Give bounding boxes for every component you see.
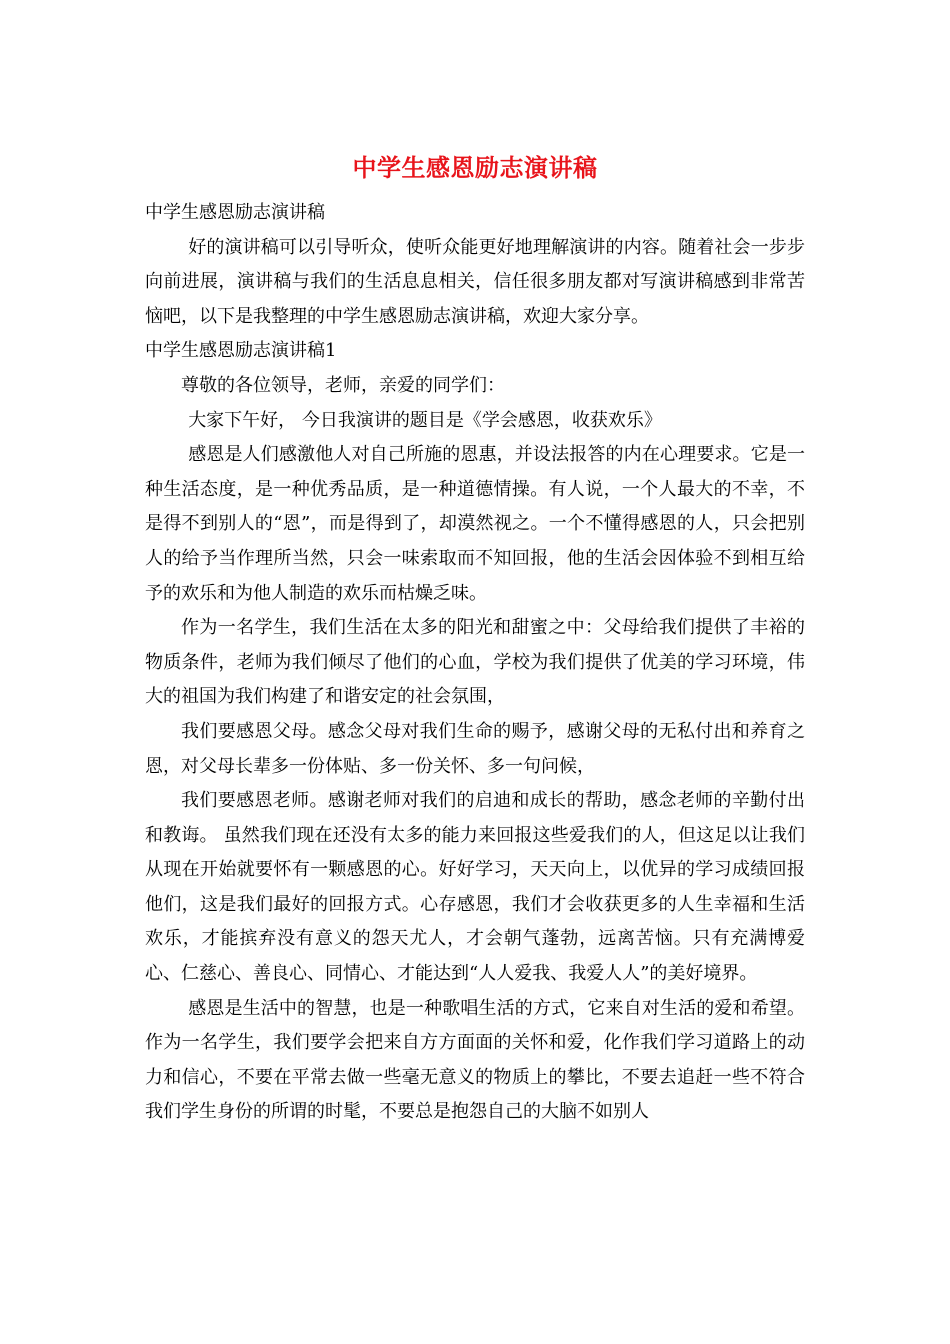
document-title: 中学生感恩励志演讲稿	[352, 153, 598, 182]
body-paragraph: 我们要感恩父母。感念父母对我们生命的赐予，感谢父母的无私付出和养育之恩，对父母长辈多一份体贴、多一份关怀、多一句问候，	[145, 720, 805, 777]
body-paragraph: 作为一名学生，我们生活在太多的阳光和甜蜜之中：父母给我们提供了丰裕的物质条件，老师为我们倾尽了他们的心血，学校为我们提供了优美的学习环境，伟大的祖国为我们构建了和谐安定的社会氛围，	[145, 617, 805, 708]
body-paragraph: 我们要感恩老师。感谢老师对我们的启迪和成长的帮助，感念老师的辛勤付出和教诲。 虽然我们现在还没有太多的能力来回报这些爱我们的人，但这足以让我们从现在开始就要怀有一颗感恩的心。好好学习，天天向上，以优异的学习成绩回报他们，这是我们最好的回报方式。心存感恩，我们才会收获更多的人生幸福和生活欢乐，才能摈弃没有意义的怨天尤人，才会朝气蓬勃，远离苦恼。只有充满博爱心、仁慈心、善良心、同情心、才能达到“人人爱我、我爱人人”的美好境界。	[145, 790, 805, 985]
document-subtitle: 中学生感恩励志演讲稿	[145, 202, 325, 223]
body-paragraph: 感恩是生活中的智慧，也是一种歌唱生活的方式，它来自对生活的爱和希望。作为一名学生，我们要学会把来自方方面面的关怀和爱，化作我们学习道路上的动力和信心，不要在平常去做一些毫无意义的物质上的攀比，不要去追赶一些不符合我们学生身份的所谓的时髦，不要总是抱怨自己的大脑不如别人	[145, 997, 805, 1123]
opening-line: 大家下午好， 今日我演讲的题目是《学会感恩，收获欢乐》	[188, 409, 662, 431]
intro-paragraph: 好的演讲稿可以引导听众，使听众能更好地理解演讲的内容。随着社会一步步向前进展，演讲稿与我们的生活息息相关，信任很多朋友都对写演讲稿感到非常苦恼吧，以下是我整理的中学生感恩励志演讲稿，欢迎大家分享。	[145, 236, 805, 327]
body-paragraph: 感恩是人们感激他人对自己所施的恩惠，并设法报答的内在心理要求。它是一种生活态度，是一种优秀品质，是一种道德情操。有人说，一个人最大的不幸，不是得不到别人的“恩”，而是得到了，却漠然视之。一个不懂得感恩的人，只会把别人的给予当作理所当然，只会一味索取而不知回报，他的生活会因体验不到相互给予的欢乐和为他人制造的欢乐而枯燥乏味。	[145, 444, 805, 604]
section-heading: 中学生感恩励志演讲稿1	[145, 340, 337, 362]
document-body	[145, 196, 805, 1130]
greeting-line: 尊敬的各位领导，老师，亲爱的同学们：	[181, 374, 505, 396]
